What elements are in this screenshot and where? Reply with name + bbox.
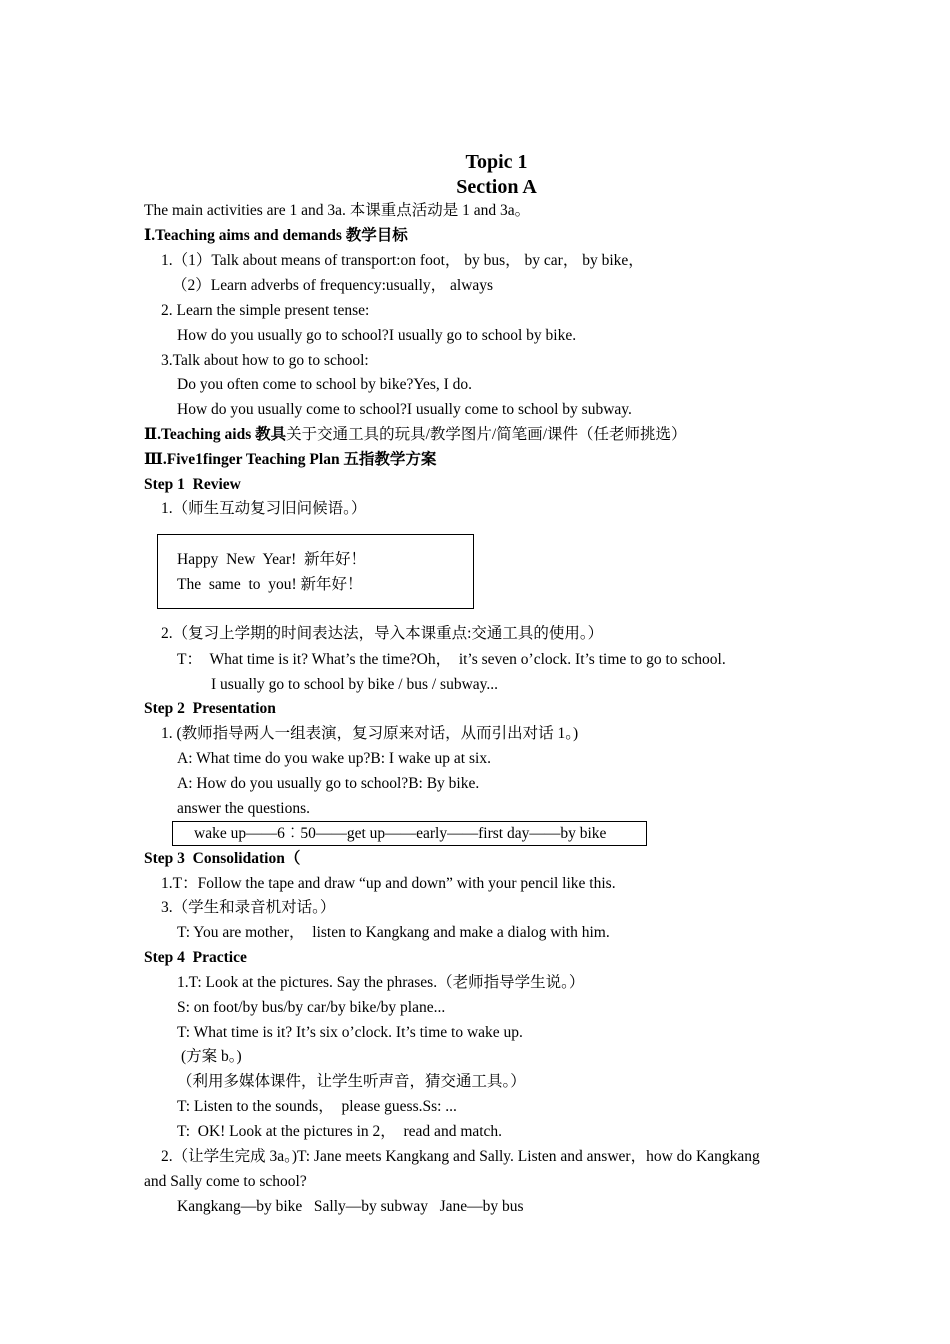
- intro-line: The main activities are 1 and 3a. 本课重点活动是 1 and 3a。: [144, 202, 531, 219]
- step3-line-1: 1.T：Follow the tape and draw “up and down” with your pencil like this.: [161, 875, 616, 892]
- plan-heading: Ⅲ.Five1finger Teaching Plan 五指教学方案: [144, 451, 437, 468]
- aims-line-5: 3.Talk about how to go to school:: [161, 352, 369, 369]
- greeting-box-line-1: Happy New Year! 新年好！: [177, 551, 366, 568]
- step2-line-4: answer the questions.: [177, 800, 311, 817]
- step4-line-8: 2.（让学生完成 3a。)T: Jane meets Kangkang and Sally. Listen and answer，how do Kangkang: [161, 1148, 760, 1165]
- greeting-box: [157, 534, 474, 609]
- step3-line-3: T: You are mother， listen to Kangkang and make a dialog with him.: [177, 924, 610, 941]
- step1-line-1: 1.（师生互动复习旧问候语。）: [161, 500, 367, 517]
- step2-line-2: A: What time do you wake up?B: I wake up at six.: [177, 750, 491, 767]
- step3-line-2: 3.（学生和录音机对话。）: [161, 899, 336, 916]
- step4-line-4: (方案 b。): [181, 1048, 242, 1065]
- aims-line-1: 1.（1）Talk about means of transport:on foot， by bus， by car， by bike，: [161, 252, 644, 269]
- step4-line-6: T: Listen to the sounds， please guess.Ss: ...: [177, 1098, 457, 1115]
- step1-line-2: 2.（复习上学期的时间表达法，导入本课重点:交通工具的使用。）: [161, 625, 604, 642]
- sequence-box-text: wake up——6︰50——get up——early——first day——by bike: [194, 825, 607, 842]
- aims-line-4: How do you usually go to school?I usually go to school by bike.: [177, 327, 577, 344]
- step4-line-7: T: OK! Look at the pictures in 2， read and match.: [177, 1123, 503, 1140]
- step4-line-5: （利用多媒体课件，让学生听声音，猜交通工具。）: [177, 1073, 526, 1090]
- aims-line-2: （2）Learn adverbs of frequency:usually， always: [172, 277, 494, 294]
- step1-line-3: T： What time is it? What’s the time?Oh， it’s seven o’clock. It’s time to go to school.: [177, 651, 726, 668]
- step4-line-9: and Sally come to school?: [144, 1173, 307, 1190]
- aims-line-3: 2. Learn the simple present tense:: [161, 302, 370, 319]
- step4-line-2: S: on foot/by bus/by car/by bike/by plane...: [177, 999, 446, 1016]
- step3-heading: Step 3 Consolidation（: [144, 850, 301, 867]
- aims-line-7: How do you usually come to school?I usually come to school by subway.: [177, 401, 632, 418]
- greeting-box-line-2: The same to you! 新年好！: [177, 576, 363, 593]
- page-title: Topic 1: [465, 151, 528, 173]
- aids-heading: Ⅱ.Teaching aids 教具: [144, 426, 287, 443]
- step4-line-3: T: What time is it? It’s six o’clock. It’s time to wake up.: [177, 1024, 523, 1041]
- step2-heading: Step 2 Presentation: [144, 700, 276, 717]
- step4-heading: Step 4 Practice: [144, 949, 247, 966]
- step1-line-4: I usually go to school by bike / bus / subway...: [211, 676, 499, 693]
- step1-heading: Step 1 Review: [144, 476, 241, 493]
- aims-heading: Ⅰ.Teaching aims and demands 教学目标: [144, 227, 408, 244]
- aims-line-6: Do you often come to school by bike?Yes, I do.: [177, 376, 473, 393]
- step2-line-1: 1. (教师指导两人一组表演，复习原来对话，从而引出对话 1。): [161, 725, 579, 742]
- section-title: Section A: [456, 176, 537, 198]
- aids-line: [144, 425, 687, 445]
- step4-line-10: Kangkang—by bike Sally—by subway Jane—by bus: [177, 1198, 524, 1215]
- step4-line-1: 1.T: Look at the pictures. Say the phrases.（老师指导学生说。）: [177, 974, 585, 991]
- aids-text: 关于交通工具的玩具/教学图片/简笔画/课件（任老师挑选）: [286, 426, 687, 443]
- step2-line-3: A: How do you usually go to school?B: By bike.: [177, 775, 480, 792]
